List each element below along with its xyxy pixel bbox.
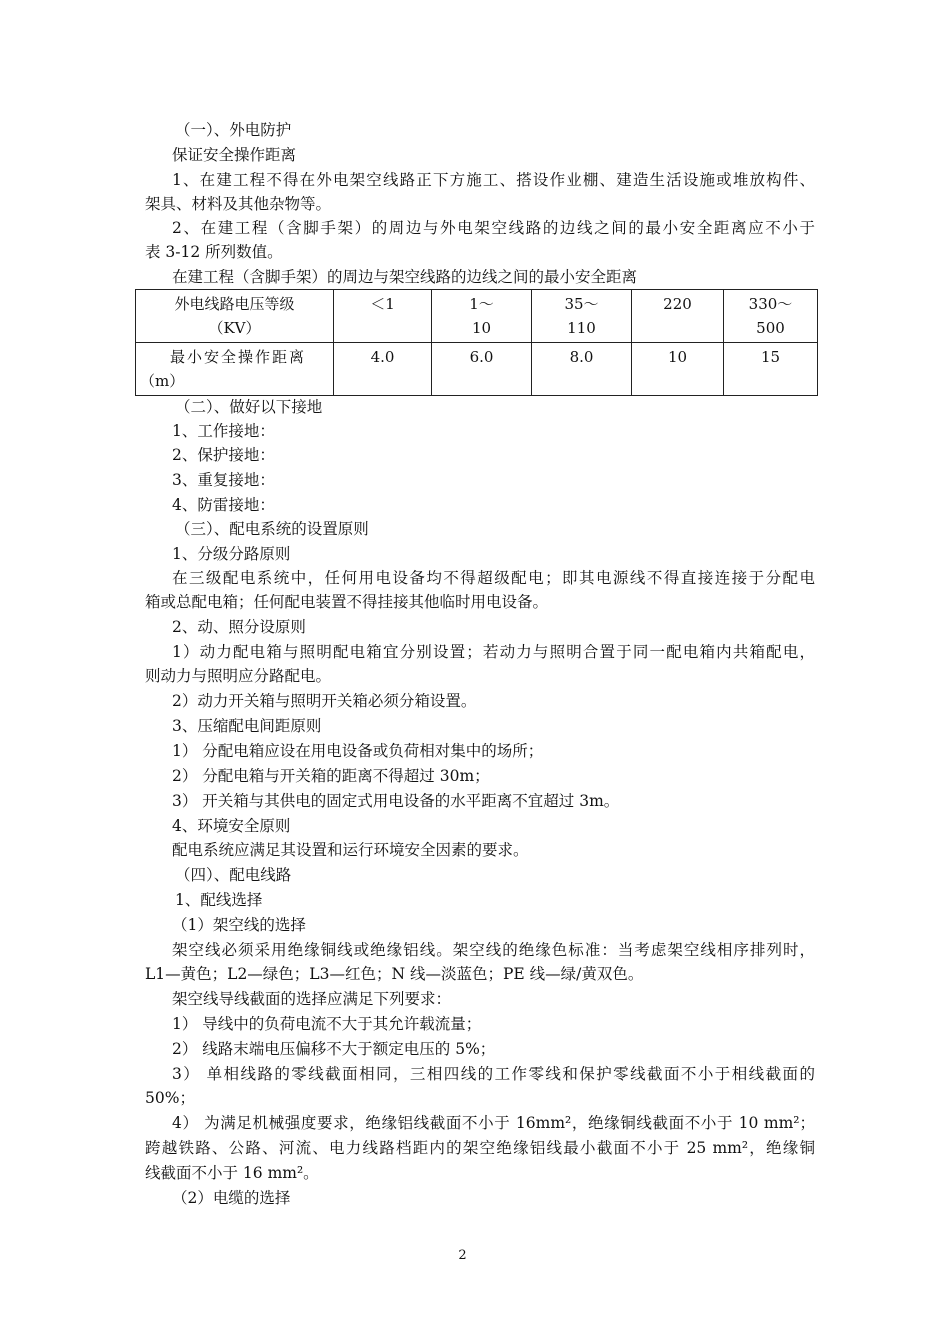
subheading: 2、动、照分设原则 bbox=[172, 618, 306, 636]
table-cell: 220 bbox=[632, 290, 724, 343]
subheading: 4、环境安全原则 bbox=[172, 817, 291, 835]
table-header-cell: 外电线路电压等级 （KV） bbox=[136, 290, 334, 343]
paragraph-line: L1—黄色；L2—绿色；L3—红色；N 线—淡蓝色；PE 线—绿/黄双色。 bbox=[145, 965, 644, 983]
table-cell: 35～ 110 bbox=[532, 290, 632, 343]
list-item: 1） 分配电箱应设在用电设备或负荷相对集中的场所； bbox=[172, 742, 544, 760]
paragraph-line: 50%； bbox=[145, 1089, 195, 1107]
section-heading-4: （四）、配电线路 bbox=[175, 866, 292, 884]
paragraph-line: 跨越铁路、公路、河流、电力线路档距内的架空绝缘铝线最小截面不小于 25 mm²，绝缘铜 bbox=[145, 1139, 815, 1157]
subheading: 保证安全操作距离 bbox=[172, 146, 297, 164]
paragraph-line: 箱或总配电箱；任何配电装置不得挂接其他临时用电设备。 bbox=[145, 593, 549, 611]
table-cell: 330～ 500 bbox=[724, 290, 818, 343]
table-cell: 10 bbox=[632, 343, 724, 396]
list-item: 3） 开关箱与其供电的固定式用电设备的水平距离不宜超过 3m。 bbox=[172, 792, 620, 810]
safety-distance-table bbox=[135, 289, 818, 396]
list-item: 2、保护接地： bbox=[172, 446, 275, 464]
subheading: 1、配线选择 bbox=[175, 891, 263, 909]
paragraph-line: 配电系统应满足其设置和运行环境安全因素的要求。 bbox=[172, 841, 529, 859]
table-cell: 8.0 bbox=[532, 343, 632, 396]
table-cell: 1～ 10 bbox=[432, 290, 532, 343]
table-row bbox=[136, 290, 818, 343]
list-item: 3） 单相线路的零线截面相同，三相四线的工作零线和保护零线截面不小于相线截面的 bbox=[172, 1065, 815, 1083]
paragraph-line: 在三级配电系统中，任何用电设备均不得超级配电；即其电源线不得直接连接于分配电 bbox=[172, 569, 815, 587]
subheading: 3、压缩配电间距原则 bbox=[172, 717, 322, 735]
table-cell: ＜1 bbox=[334, 290, 432, 343]
table-cell: 15 bbox=[724, 343, 818, 396]
paragraph-line: 1）动力配电箱与照明配电箱宜分别设置；若动力与照明合置于同一配电箱内共箱配电， bbox=[172, 643, 815, 661]
paragraph-line: 架空线导线截面的选择应满足下列要求： bbox=[172, 990, 452, 1008]
paragraph-line: 架空线必须采用绝缘铜线或绝缘铝线。架空线的绝缘色标准：当考虑架空线相序排列时， bbox=[172, 941, 815, 959]
section-heading-2: （二）、做好以下接地 bbox=[175, 398, 323, 416]
page-number: 2 bbox=[458, 1248, 467, 1263]
paragraph-line: 2）动力开关箱与照明开关箱必须分箱设置。 bbox=[172, 692, 477, 710]
table-row bbox=[136, 343, 818, 396]
section-heading-1: （一）、外电防护 bbox=[175, 121, 292, 139]
table-cell: 6.0 bbox=[432, 343, 532, 396]
subheading: 1、分级分路原则 bbox=[172, 545, 291, 563]
list-item: 1） 导线中的负荷电流不大于其允许载流量； bbox=[172, 1015, 482, 1033]
section-heading-3: （三）、配电系统的设置原则 bbox=[175, 520, 369, 538]
paragraph-line: 架具、材料及其他杂物等。 bbox=[145, 195, 332, 213]
paragraph-line: 则动力与照明应分路配电。 bbox=[145, 667, 332, 685]
list-item: 3、重复接地： bbox=[172, 471, 275, 489]
table-caption: 在建工程（含脚手架）的周边与架空线路的边线之间的最小安全距离 bbox=[172, 268, 638, 286]
paragraph-line: 2、在建工程（含脚手架）的周边与外电架空线路的边线之间的最小安全距离应不小于 bbox=[172, 219, 815, 237]
paragraph-line: 1、在建工程不得在外电架空线路正下方施工、搭设作业棚、建造生活设施或堆放构件、 bbox=[172, 171, 815, 189]
list-item: 2） 分配电箱与开关箱的距离不得超过 30m； bbox=[172, 767, 490, 785]
subheading: （2）电缆的选择 bbox=[172, 1189, 291, 1207]
subheading: （1）架空线的选择 bbox=[172, 916, 306, 934]
list-item: 4、防雷接地： bbox=[172, 496, 275, 514]
list-item: 4） 为满足机械强度要求，绝缘铝线截面不小于 16mm²，绝缘铜线截面不小于 10 mm²； bbox=[172, 1114, 815, 1132]
paragraph-line: 线截面不小于 16 mm²。 bbox=[145, 1164, 319, 1182]
paragraph-line: 表 3-12 所列数值。 bbox=[145, 243, 283, 261]
list-item: 1、工作接地： bbox=[172, 422, 275, 440]
table-header-cell: 最小安全操作距离 （m） bbox=[136, 343, 334, 396]
table-cell: 4.0 bbox=[334, 343, 432, 396]
list-item: 2） 线路末端电压偏移不大于额定电压的 5%； bbox=[172, 1040, 496, 1058]
